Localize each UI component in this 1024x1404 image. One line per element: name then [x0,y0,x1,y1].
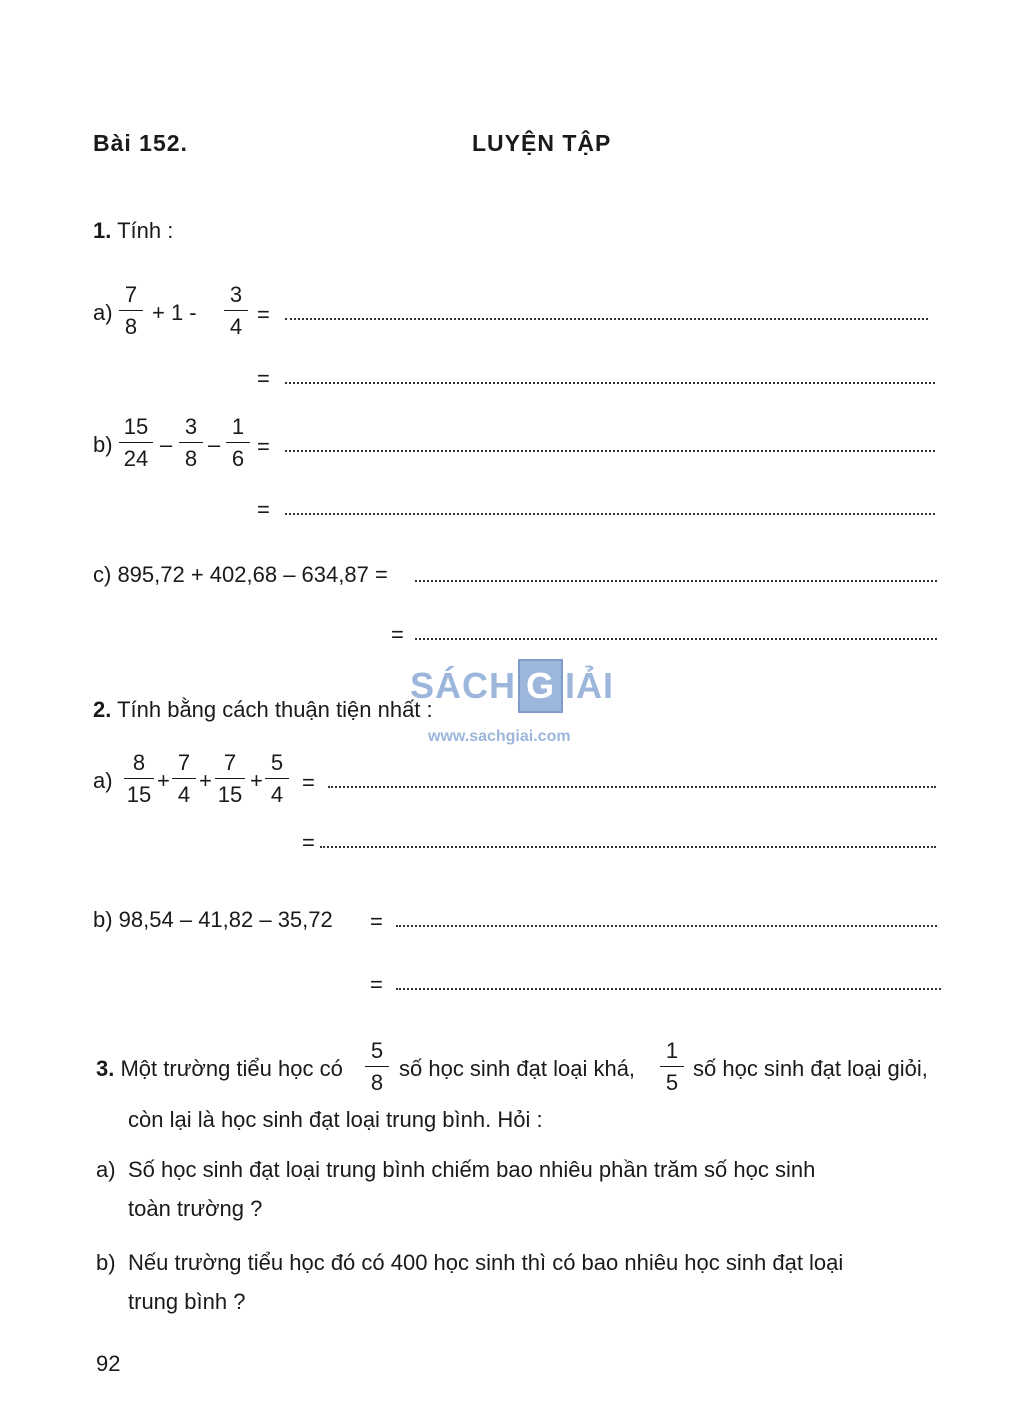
exercise-2-heading [93,697,433,723]
answer-line[interactable] [285,318,928,320]
ex2a-equals: = [302,770,315,795]
exercise-3-text-2: số học sinh đạt loại khá, [399,1056,636,1081]
ex2a-fraction-1 [122,751,156,807]
exercise-2-number: 2. [93,697,112,722]
ex1b-fraction-2 [177,415,205,471]
ex1c-expression: c) 895,72 + 402,68 – 634,87 = [93,562,388,587]
ex2a-plus-2: + [199,768,212,793]
fraction-bar [224,310,248,311]
ex2a-label: a) [93,768,113,793]
denominator: 24 [123,446,149,471]
ex3a-question-line-2: toàn trường ? [128,1196,263,1221]
denominator: 6 [231,446,245,471]
fraction-bar [179,442,203,443]
answer-line[interactable] [415,638,937,640]
numerator: 5 [370,1038,384,1063]
ex2b-expression: b) 98,54 – 41,82 – 35,72 [93,907,333,932]
exercise-3-text-1: Một trường tiểu học có [114,1056,343,1081]
fraction-bar [172,778,196,779]
fraction-bar [226,442,250,443]
numerator: 3 [184,414,198,439]
watermark-url: www.sachgiai.com [428,728,571,745]
exercise-3-number: 3. [96,1056,115,1081]
answer-line[interactable] [328,786,936,788]
exercise-3-line-1a [96,1056,343,1082]
ex2a-fraction-2 [170,751,198,807]
denominator: 8 [124,314,138,339]
ex1a-label: a) [93,300,113,325]
ex3-fraction-1 [363,1039,391,1095]
denominator: 15 [126,782,152,807]
ex1c-equals-2: = [391,622,404,647]
exercise-1-number: 1. [93,218,112,243]
ex2a-fraction-3 [213,751,247,807]
numerator: 1 [231,414,245,439]
ex3-fraction-2 [658,1039,686,1095]
numerator: 7 [124,282,138,307]
ex2a-plus-1: + [157,768,170,793]
ex1a-equals-2: = [257,366,270,391]
denominator: 4 [229,314,243,339]
denominator: 8 [370,1070,384,1095]
answer-line[interactable] [285,450,935,452]
numerator: 1 [665,1038,679,1063]
answer-line[interactable] [415,580,937,582]
ex2a-fraction-4 [263,751,291,807]
fraction-bar [660,1066,684,1067]
denominator: 5 [665,1070,679,1095]
ex1a-operator: + 1 - [152,300,197,325]
ex1a-fraction-2 [222,283,250,339]
fraction-bar [215,778,245,779]
ex2b-equals: = [370,909,383,934]
ex3b-question-line-2: trung bình ? [128,1289,246,1314]
exercise-3-text-3: số học sinh đạt loại giỏi, [693,1056,928,1081]
fraction-bar [365,1066,389,1067]
answer-line[interactable] [285,382,935,384]
ex2b-equals-2: = [370,972,383,997]
page-title: LUYỆN TẬP [472,130,612,156]
ex2a-equals-2: = [302,830,315,855]
ex1a-fraction-1 [117,283,145,339]
answer-line[interactable] [320,846,936,848]
lesson-number: Bài 152. [93,130,188,156]
ex3a-label: a) [96,1157,116,1182]
denominator: 4 [177,782,191,807]
exercise-1-heading [93,218,173,244]
numerator: 5 [270,750,284,775]
watermark-text-right: IẢI [565,665,615,706]
watermark-box-letter: G [518,659,563,713]
exercise-1-instruction: Tính : [111,218,174,243]
exercise-2-instruction: Tính bằng cách thuận tiện nhất : [111,697,433,722]
numerator: 8 [132,750,146,775]
answer-line[interactable] [396,988,941,990]
watermark-logo [410,656,614,716]
ex3a-question-line-1: Số học sinh đạt loại trung bình chiếm bao nhiêu phần trăm số học sinh [128,1157,816,1182]
numerator: 7 [223,750,237,775]
ex1a-equals: = [257,302,270,327]
fraction-bar [119,310,143,311]
fraction-bar [124,778,154,779]
ex1b-label: b) [93,432,113,457]
denominator: 8 [184,446,198,471]
fraction-bar [265,778,289,779]
answer-line[interactable] [285,513,935,515]
watermark-text-left: SÁCH [410,665,517,706]
numerator: 7 [177,750,191,775]
fraction-bar [119,442,153,443]
page-number: 92 [96,1351,121,1376]
answer-line[interactable] [396,925,937,927]
numerator: 3 [229,282,243,307]
denominator: 4 [270,782,284,807]
ex3b-label: b) [96,1250,116,1275]
ex3b-question-line-1: Nếu trường tiểu học đó có 400 học sinh thì có bao nhiêu học sinh đạt loại [128,1250,844,1275]
ex1b-equals-2: = [257,497,270,522]
denominator: 15 [217,782,243,807]
ex1b-fraction-3 [224,415,252,471]
exercise-3-text-4: còn lại là học sinh đạt loại trung bình. Hỏi : [128,1107,543,1132]
ex1b-fraction-1 [117,415,155,471]
ex2a-plus-3: + [250,768,263,793]
ex1b-equals: = [257,434,270,459]
ex1b-minus-1: – [160,432,173,457]
ex1b-minus-2: – [208,432,221,457]
numerator: 15 [123,414,149,439]
